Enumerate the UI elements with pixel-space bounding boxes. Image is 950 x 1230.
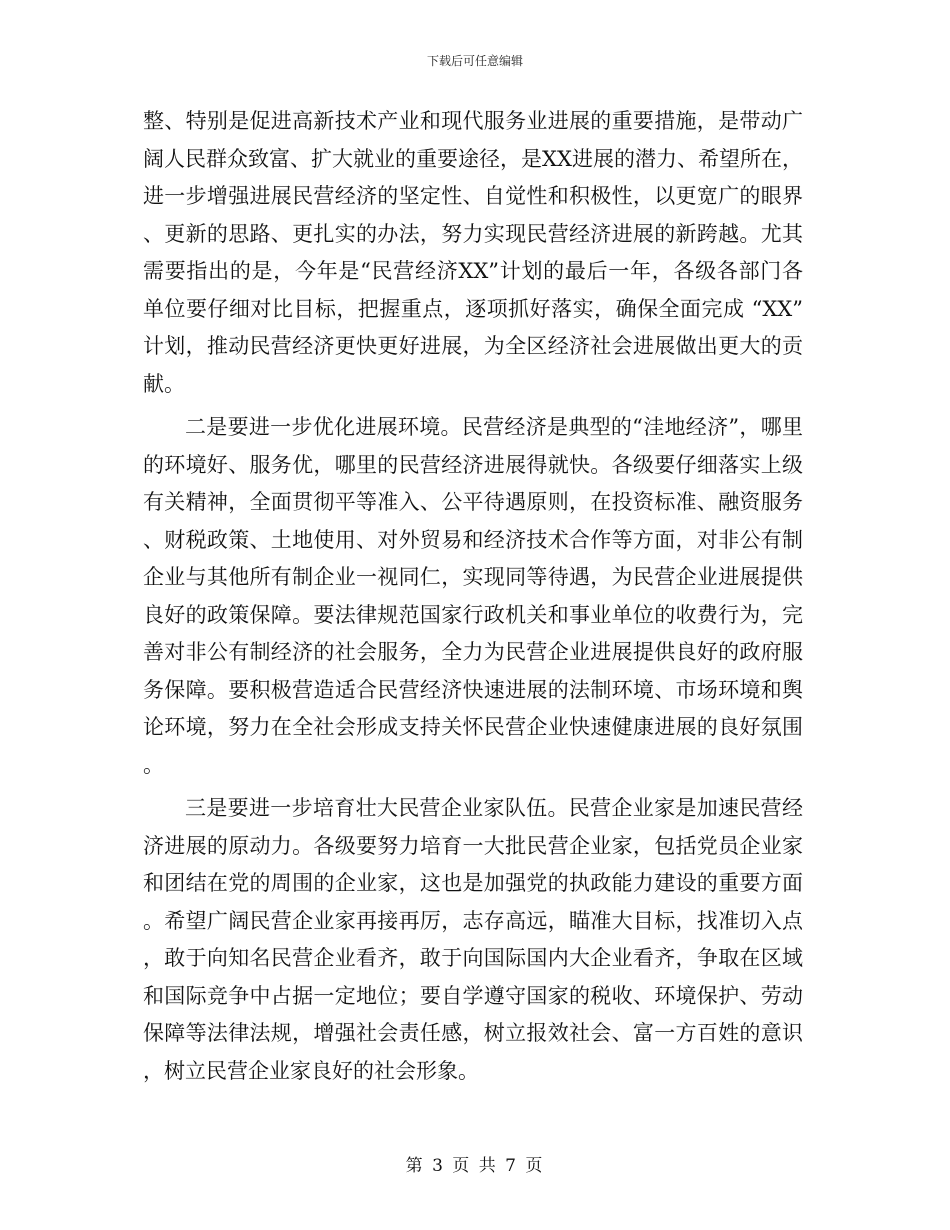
download-edit-note: 下载后可任意编辑 [426,54,523,68]
paragraph-environment: 二是要进一步优化进展环境。民营经济是典型的“洼地经济”，哪里的环境好、服务优，哪里的民营经济进展得就快。各级要仔细落实上级有关精神，全面贯彻平等准入、公平待遇原则，在投资标准、融资服务、财税政策、土地使用、对外贸易和经济技术合作等方面，对非公有制企业与其他所有制企业一视同仁，实现同等待遇，为民营企业进展提供良好的政策保障。要法律规范国家行政机关和事业单位的收费行为，完善对非公有制经济的社会服务，全力为民营企业进展提供良好的政府服务保障。要积极营造适合民营经济快速进展的法制环境、市场环境和舆论环境，努力在全社会形成支持关怀民营企业快速健康进展的良好氛围。 [143,415,803,777]
paragraph-continued: 整、特别是促进高新技术产业和现代服务业进展的重要措施，是带动广阔人民群众致富、扩大就业的重要途径，是XX进展的潜力、希望所在，进一步增强进展民营经济的坚定性、自觉性和积极性，以更宽广的眼界、更新的思路、更扎实的办法，努力实现民营经济进展的新跨越。尤其需要指出的是，今年是“民营经济XX”计划的最后一年，各级各部门各单位要仔细对比目标，把握重点，逐项抓好落实，确保全面完成 “XX”计划，推动民营经济更快更好进展，为全区经济社会进展做出更大的贡献。 [143,109,803,396]
paragraph-entrepreneurs: 三是要进一步培育壮大民营企业家队伍。民营企业家是加速民营经济进展的原动力。各级要努力培育一大批民营企业家，包括党员企业家和团结在党的周围的企业家，这也是加强党的执政能力建设的重要方面。希望广阔民营企业家再接再厉，志存高远，瞄准大目标，找准切入点，敢于向知名民营企业看齐，敢于向国际国内大企业看齐，争取在区域和国际竞争中占据一定地位；要自学遵守国家的税收、环境保护、劳动保障等法律法规，增强社会责任感，树立报效社会、富一方百姓的意识，树立民营企业家良好的社会形象。 [143,796,803,1083]
page-number: 第 3 页 共 7 页 [405,1156,545,1176]
body-text [143,103,803,1090]
